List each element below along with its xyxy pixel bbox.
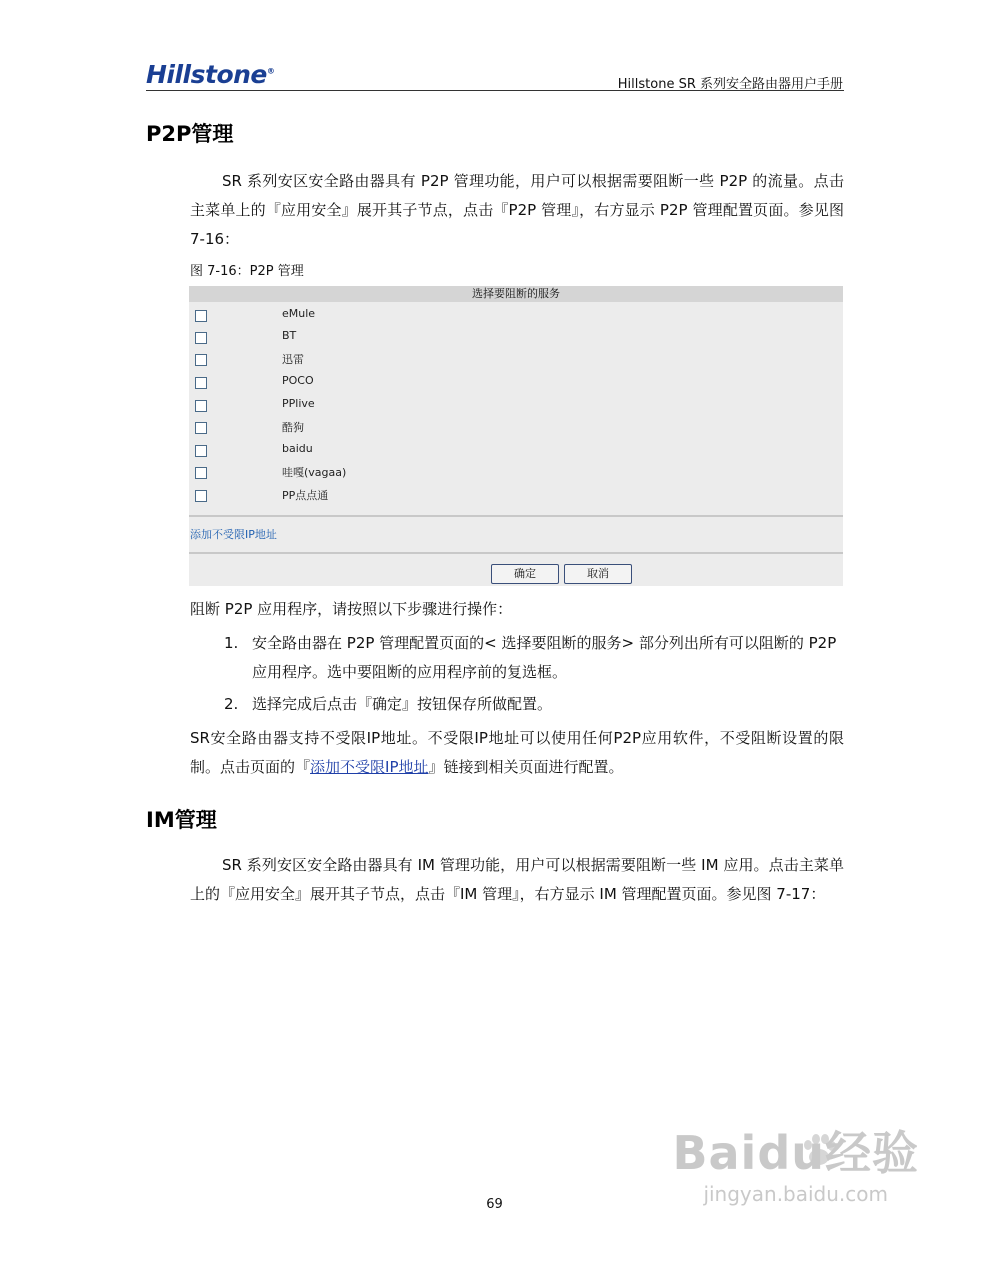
steps-intro: 阻断 P2P 应用程序，请按照以下步骤进行操作： (190, 600, 513, 618)
panel-divider (189, 515, 843, 517)
p2p-section-title: P2P管理 (146, 122, 234, 146)
service-label: 酷狗 (282, 421, 304, 434)
service-row-poco (189, 373, 843, 395)
service-label: baidu (282, 442, 313, 455)
vagaa-checkbox[interactable] (195, 467, 207, 479)
service-row-kugou (189, 418, 843, 440)
service-label: eMule (282, 307, 316, 320)
service-label: 哇嘎(vagaa) (282, 466, 347, 479)
step-item (224, 690, 844, 719)
pplive-checkbox[interactable] (195, 400, 207, 412)
baidu-checkbox[interactable] (195, 445, 207, 457)
step-text: 选择完成后点击『确定』按钮保存所做配置。 (252, 695, 553, 713)
pp-dianditong-checkbox[interactable] (195, 490, 207, 502)
hillstone-logo: Hillstone® (146, 60, 275, 89)
kugou-checkbox[interactable] (195, 422, 207, 434)
service-label: BT (282, 329, 297, 342)
ok-button[interactable]: 确定 (491, 564, 559, 584)
unrestricted-ip-note: SR安全路由器支持不受限IP地址。不受限IP地址可以使用任何P2P应用软件，不受阻断设置的限制。点击页面的『添加不受限IP地址』链接到相关页面进行配置。 (190, 729, 844, 776)
service-row-bt (189, 328, 843, 350)
service-label: 迅雷 (282, 353, 304, 366)
xunlei-checkbox[interactable] (195, 354, 207, 366)
service-row-vagaa (189, 463, 843, 485)
service-row-baidu (189, 441, 843, 463)
figure-caption: 图 7-16：P2P 管理 (190, 264, 304, 279)
p2p-intro-paragraph: SR 系列安区安全路由器具有 P2P 管理功能，用户可以根据需要阻断一些 P2P 的流量。点击主菜单上的『应用安全』展开其子节点，点击『P2P 管理』，右方显示 P2P 管理配置页面。参见图 7-16： (190, 172, 844, 248)
document-title: Hillstone SR 系列安全路由器用户手册 (617, 77, 843, 92)
poco-checkbox[interactable] (195, 377, 207, 389)
panel-header: 选择要阻断的服务 (189, 286, 843, 302)
service-row-xunlei (189, 350, 843, 372)
service-row-emule (189, 306, 843, 328)
add-unrestricted-ip-link[interactable]: 添加不受限IP地址 (190, 528, 277, 541)
service-row-pplive (189, 396, 843, 418)
emule-checkbox[interactable] (195, 310, 207, 322)
step-number: 1. (224, 634, 239, 652)
bt-checkbox[interactable] (195, 332, 207, 344)
service-label: PPlive (282, 397, 315, 410)
step-text: 安全路由器在 P2P 管理配置页面的< 选择要阻断的服务> 部分列出所有可以阻断的 P2P 应用程序。选中要阻断的应用程序前的复选框。 (252, 634, 837, 681)
im-section-title: IM管理 (146, 808, 217, 832)
add-unrestricted-ip-text-link[interactable]: 添加不受限IP地址 (310, 758, 429, 776)
header-divider (146, 90, 844, 91)
baidu-jingyan-watermark: Baidu经验 jingyan.baidu.com (672, 1126, 919, 1206)
page-number: 69 (486, 1197, 503, 1212)
panel-divider (189, 552, 843, 554)
service-label: PP点点通 (282, 489, 329, 502)
p2p-config-panel (189, 286, 843, 586)
step-item (224, 629, 844, 687)
service-label: POCO (282, 374, 314, 387)
service-row-pp-dianditong (189, 486, 843, 508)
step-number: 2. (224, 695, 239, 713)
cancel-button[interactable]: 取消 (564, 564, 632, 584)
im-intro-paragraph: SR 系列安区安全路由器具有 IM 管理功能，用户可以根据需要阻断一些 IM 应用。点击主菜单上的『应用安全』展开其子节点，点击『IM 管理』，右方显示 IM 管理配置页面。参见图 7-17： (190, 856, 844, 903)
